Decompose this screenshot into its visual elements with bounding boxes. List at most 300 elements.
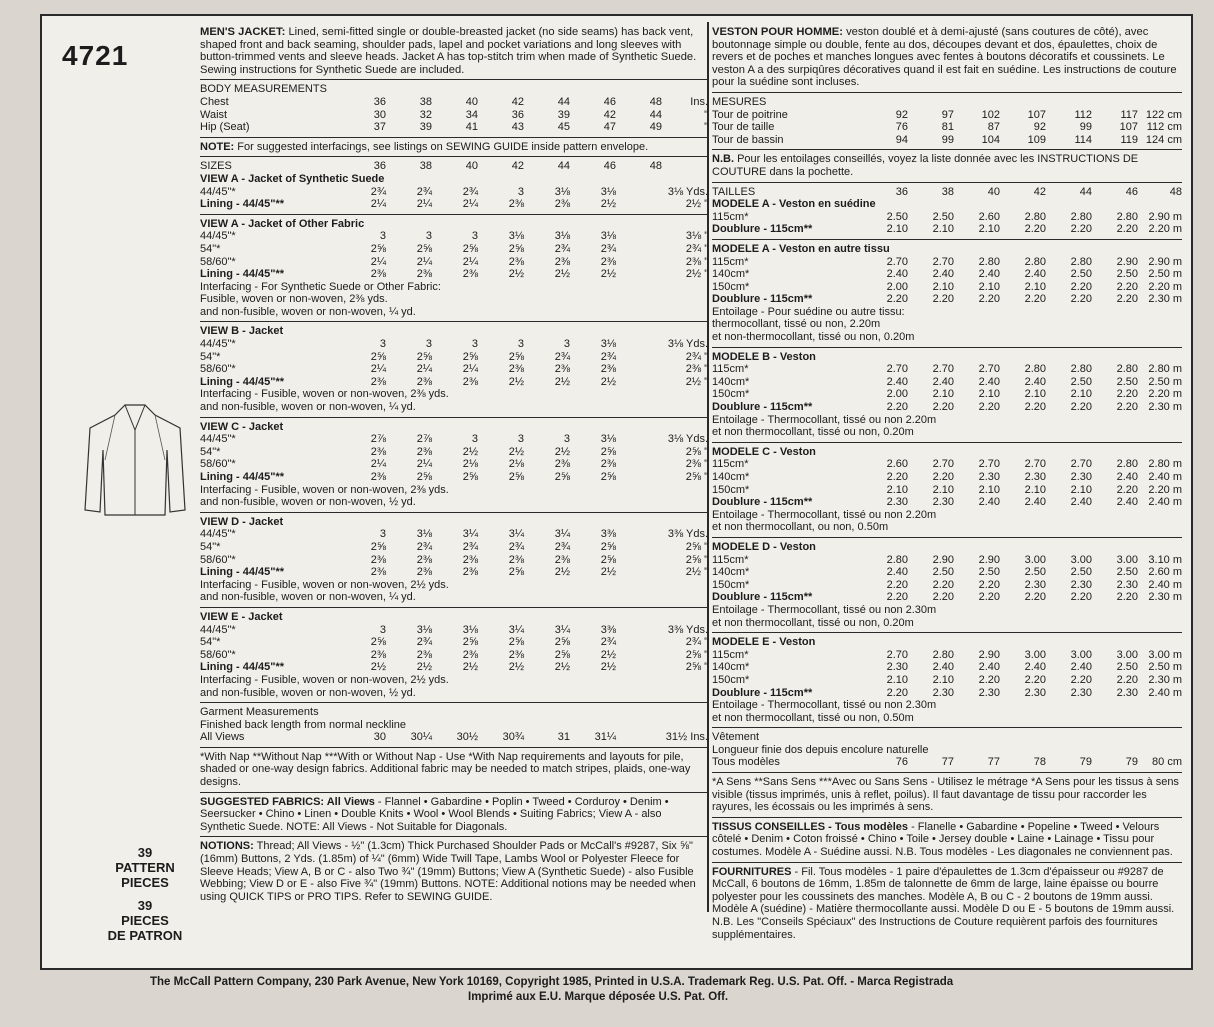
divider	[200, 321, 708, 322]
table-cell: 48	[649, 95, 662, 108]
table-cell: 3⅛ "	[685, 230, 709, 243]
table-cell: 2⅜	[554, 255, 570, 268]
table-cell: 2⅝	[370, 636, 386, 649]
table-cell: 2.40 m	[1148, 686, 1183, 699]
table-cell: 30	[373, 108, 386, 121]
table-cell: 2½	[554, 445, 570, 458]
table-cell: 2.50	[1070, 268, 1092, 281]
table-cell: 2.00	[886, 388, 908, 401]
row-label: 150cm*	[712, 578, 750, 591]
table-cell: 107	[1027, 108, 1046, 121]
divider	[712, 772, 1182, 773]
table-cell: 2.20	[1116, 280, 1138, 293]
table-cell: 44	[1079, 185, 1092, 198]
table-cell: 2⅜	[370, 566, 386, 579]
table-cell: 2.90	[1116, 255, 1138, 268]
table-cell: 2.80	[1116, 210, 1138, 223]
table-cell: 2.20	[1116, 591, 1138, 604]
table-cell: 2⅜ "	[685, 363, 709, 376]
table-cell: 32	[419, 108, 432, 121]
table-cell: 104	[981, 133, 1000, 146]
footer	[150, 975, 1150, 1005]
table-cell: 2.40 m	[1148, 578, 1183, 591]
table-cell: 2.30 m	[1148, 401, 1183, 414]
row-label: 54"*	[200, 242, 221, 255]
table-cell: 2.20	[978, 578, 1000, 591]
table-cell: 42	[511, 160, 524, 173]
row-label: 150cm*	[712, 280, 750, 293]
table-cell: 3⅛	[416, 528, 432, 541]
row-label: VIEW A - Jacket of Other Fabric	[200, 217, 365, 230]
table-cell: 2¼	[416, 255, 432, 268]
table-cell: 2.70	[978, 458, 1000, 471]
table-cell: 2.40	[886, 566, 908, 579]
table-cell: 2.70	[932, 458, 954, 471]
table-cell: 2¾	[600, 350, 616, 363]
row-label: 115cm*	[712, 363, 749, 376]
table-cell: 2½	[554, 375, 570, 388]
table-cell: 3.00	[1070, 553, 1092, 566]
table-cell: 107	[1119, 121, 1138, 134]
mesures-table	[712, 109, 1182, 147]
metrage-row	[712, 554, 1182, 567]
yardage-row	[200, 446, 708, 459]
table-cell: 48	[1169, 185, 1182, 198]
pieces-count-en: 39	[137, 845, 153, 860]
table-cell: 112 cm	[1146, 121, 1182, 134]
yardage-row	[200, 458, 708, 471]
row-label: 140cm*	[712, 661, 750, 674]
yardage-row	[200, 268, 708, 281]
row-label: VIEW E - Jacket	[200, 610, 283, 623]
table-cell: 2.30 m	[1148, 673, 1183, 686]
table-cell: 3.00	[1070, 648, 1092, 661]
row-label: 140cm*	[712, 566, 750, 579]
table-cell: 2.20	[1116, 293, 1138, 306]
table-cell: 2.40	[1024, 268, 1046, 281]
table-cell: 2.20	[1116, 388, 1138, 401]
table-cell: 2⅜	[370, 553, 386, 566]
row-label: Lining - 44/45"**	[200, 566, 285, 579]
table-cell: 2⅜	[370, 268, 386, 281]
table-cell: 2.50	[1070, 375, 1092, 388]
table-cell: 2.20	[1024, 673, 1046, 686]
table-cell: 2.40	[886, 375, 908, 388]
table-cell: 2⅝	[370, 242, 386, 255]
table-cell: 2¾	[416, 636, 432, 649]
modele-title	[712, 446, 1182, 459]
table-cell: 2⅝ "	[685, 471, 709, 483]
row-label: 54"*	[200, 350, 221, 363]
table-cell: 2½	[462, 661, 478, 674]
table-cell: 2½	[416, 661, 432, 674]
yardage-row	[200, 338, 708, 351]
table-cell: 3.00	[1116, 648, 1138, 661]
table-cell: 2.40	[978, 661, 1000, 674]
table-cell: 76	[895, 756, 908, 769]
table-cell: 80 cm	[1152, 756, 1182, 769]
table-cell: 2¼	[416, 198, 432, 211]
table-cell: 2½	[508, 445, 524, 458]
table-cell: 40	[987, 185, 1000, 198]
table-cell: 49	[649, 121, 662, 134]
table-cell: 2⅜	[416, 648, 432, 661]
table-cell: 3⅛	[554, 230, 570, 243]
entoilage-note	[712, 153, 1182, 178]
table-cell: 2.30 m	[1148, 591, 1183, 604]
table-cell: 99	[1079, 121, 1092, 134]
row-label: VIEW D - Jacket	[200, 515, 284, 528]
table-cell: 79	[1079, 756, 1092, 769]
sizes-header	[200, 160, 708, 173]
table-cell: 2.20	[1070, 673, 1092, 686]
table-cell: 2.10	[1070, 483, 1092, 496]
view-title	[200, 516, 708, 529]
table-cell: 2⅝	[508, 350, 524, 363]
row-label: MODELE C - Veston	[712, 445, 816, 458]
row-label: 54"*	[200, 540, 221, 553]
table-cell: 37	[373, 121, 386, 134]
table-cell: 2⅜	[416, 553, 432, 566]
metrage-row	[712, 268, 1182, 281]
table-cell: 2⅜	[508, 198, 524, 211]
table-cell: 2.30	[1024, 686, 1046, 699]
table-cell: 2.50	[932, 210, 954, 223]
table-cell: 2.20	[1070, 293, 1092, 306]
table-cell: 2.20	[932, 401, 954, 414]
metrage-row	[712, 674, 1182, 687]
table-cell: 3.00	[1024, 648, 1046, 661]
divider	[200, 792, 708, 793]
table-cell: 2½ "	[685, 198, 709, 211]
table-cell: 2.10	[932, 483, 954, 496]
table-cell: 2¼	[462, 198, 478, 211]
footer-line-2: Imprimé aux E.U. Marque déposée U.S. Pat. Off.	[468, 991, 729, 1003]
table-cell: 2¾	[554, 242, 570, 255]
table-cell: 2⅜	[508, 363, 524, 376]
row-label: Doublure - 115cm**	[712, 496, 813, 509]
vetement-title: Vêtement	[712, 731, 760, 744]
table-cell: 2½	[508, 268, 524, 281]
table-cell: 2¾ "	[685, 636, 709, 649]
table-cell: 2.20	[886, 401, 908, 414]
interfacing-line: Interfacing - Fusible, woven or non-woven, 2⅜ yds.	[200, 483, 449, 496]
table-cell: 38	[419, 160, 432, 173]
table-cell: 2.50	[932, 566, 954, 579]
table-cell: 2¾	[416, 185, 432, 198]
row-label: Doublure - 115cm**	[712, 223, 813, 236]
table-cell: 2.80	[1024, 363, 1046, 376]
french-title: VESTON POUR HOMME:	[712, 26, 843, 38]
row-label: Doublure - 115cm**	[712, 401, 813, 414]
row-label: 44/45"*	[200, 433, 236, 446]
fournitures	[712, 866, 1182, 942]
row-label: Tour de poitrine	[712, 108, 788, 121]
table-cell: 38	[419, 95, 432, 108]
row-label: MODELE D - Veston	[712, 540, 816, 553]
table-cell: 3⅜ Yds.	[667, 623, 709, 636]
table-cell: 3⅛	[600, 338, 616, 351]
table-cell: 2.50	[978, 566, 1000, 579]
metrage-row	[712, 484, 1182, 497]
table-cell: 34	[465, 108, 478, 121]
table-cell: 42	[1033, 185, 1046, 198]
modele-table	[712, 541, 1182, 604]
pieces-count-fr: 39	[137, 898, 153, 913]
table-cell: 2⅜	[370, 445, 386, 458]
metrage-row	[712, 293, 1182, 306]
table-cell: 2.90	[978, 648, 1000, 661]
table-cell: 109	[1027, 133, 1046, 146]
entoilage-line: Entoilage - Thermocollant, tissé ou non 2.20m	[712, 508, 937, 521]
table-cell: 2⅜ "	[685, 458, 709, 471]
row-label: 44/45"*	[200, 185, 236, 198]
table-cell: 2⅝	[600, 445, 616, 458]
table-cell: 2.10	[978, 223, 1000, 236]
row-label: 150cm*	[712, 673, 750, 686]
table-cell: 2.20	[1116, 223, 1138, 236]
table-cell: 2.20	[1116, 673, 1138, 686]
table-cell: 3	[471, 338, 478, 351]
garment-row	[200, 731, 708, 744]
table-cell: 31	[557, 731, 570, 744]
table-cell: 44	[557, 95, 570, 108]
table-cell: 2⅜	[416, 445, 432, 458]
table-cell: 2.30	[932, 496, 954, 509]
row-label: Lining - 44/45"**	[200, 471, 285, 483]
table-cell: 124 cm	[1145, 133, 1182, 146]
garment-measurements-row	[200, 731, 708, 744]
table-cell: 2¼	[370, 255, 386, 268]
table-cell: 2.40	[1116, 471, 1138, 483]
table-cell: 2⅞	[416, 433, 432, 446]
table-cell: 2.70	[932, 363, 954, 376]
table-cell: 36	[895, 185, 908, 198]
view-table	[200, 516, 708, 579]
french-metrage	[712, 198, 1182, 728]
table-cell: 2.10	[1024, 280, 1046, 293]
table-cell: 2.20	[1116, 401, 1138, 414]
table-cell: 2.20	[1024, 293, 1046, 306]
metrage-row	[712, 579, 1182, 592]
table-cell: 2½	[508, 661, 524, 674]
row-label: Chest	[200, 95, 229, 108]
vetement-row	[712, 756, 1182, 769]
table-cell: 94	[895, 133, 908, 146]
table-cell: 2.20	[978, 673, 1000, 686]
yardage-row	[200, 528, 708, 541]
row-label: 58/60"*	[200, 458, 236, 471]
divider	[712, 149, 1182, 150]
row-label: SIZES	[200, 160, 232, 173]
entoilage-line: et non thermocollant, tissé ou non, 0.20m	[712, 616, 914, 629]
table-cell: 3¼	[462, 528, 478, 541]
divider	[200, 512, 708, 513]
table-cell: 2.80	[886, 553, 908, 566]
table-cell: 31½ Ins.	[665, 731, 708, 744]
interfacing-note	[200, 141, 708, 154]
view-table	[200, 218, 708, 281]
pattern-number: 4721	[62, 40, 129, 71]
row-label: MODELE E - Veston	[712, 636, 816, 649]
table-cell: 2.10	[1070, 388, 1092, 401]
row-label: 54"*	[200, 445, 221, 458]
table-cell: 78	[1033, 756, 1046, 769]
table-cell: 2.30	[1116, 578, 1138, 591]
table-cell: 2½	[554, 566, 570, 579]
modele-title	[712, 636, 1182, 649]
table-cell: 77	[941, 756, 954, 769]
modele-table	[712, 636, 1182, 699]
table-cell: 2.10	[978, 388, 1000, 401]
table-cell: 2⅛	[508, 458, 524, 471]
row-label: VIEW A - Jacket of Synthetic Suede	[200, 172, 385, 185]
yardage-row	[200, 471, 708, 484]
note-text: For suggested interfacings, see listings on SEWING GUIDE inside pattern envelope.	[237, 140, 649, 153]
vetement-sub: Longueur finie dos depuis encolure naturelle	[712, 743, 929, 756]
interfacing-line: Interfacing - Fusible, woven or non-woven, 2½ yds.	[200, 673, 449, 686]
yardage-row	[200, 351, 708, 364]
row-label: 58/60"*	[200, 255, 236, 268]
yardage-row	[200, 566, 708, 579]
pattern-pieces-count	[90, 845, 200, 943]
row-label: Waist	[200, 108, 228, 121]
table-cell: 2⅛	[462, 458, 478, 471]
row-label: Doublure - 115cm**	[712, 591, 813, 604]
divider	[712, 727, 1182, 728]
table-cell: 2.20	[886, 591, 908, 604]
notions-text: Thread; All Views - ½" (1.3cm) Thick Purchased Shoulder Pads or McCall's #9287, Six ⅝" (16mm) Buttons, 2 Yds. (1.85m) of ¼" (6mm) Wide Twill Tape, Lambs Wool or Polyester Fleece for Sleeve Heads; View A, B or C - also Two ¾" (19mm) Buttons; View A (Synthetic Suede) - also Fusible Webbing; View D or E - also Five ¾" (19mm) Buttons. NOTE: Additional notions may be needed when using QUICK TIPS or PRO TIPS. Refer to SEWING GUIDE.	[200, 840, 696, 903]
table-cell: 2⅜	[508, 648, 524, 661]
entoilage-line: Entoilage - Thermocollant, tissé ou non 2.30m	[712, 699, 937, 712]
table-cell: 45	[557, 121, 570, 134]
table-cell: 2.30	[1070, 578, 1092, 591]
table-cell: 2½	[600, 268, 616, 281]
table-cell: 2.50	[886, 210, 908, 223]
row-label: Tour de bassin	[712, 133, 784, 146]
table-cell: 2.30	[1070, 471, 1092, 483]
table-cell: 2.30	[886, 661, 908, 674]
table-cell: 2.30	[978, 471, 1000, 483]
interfacing-line: and non-fusible, woven or non-woven, ¼ yd.	[200, 305, 416, 318]
table-cell: 2.70	[1070, 458, 1092, 471]
table-cell: 3	[563, 433, 570, 446]
divider	[712, 817, 1182, 818]
sens-note: *A Sens **Sans Sens ***Avec ou Sans Sens - Utilisez le métrage *A Sens pour les tissus à sens visible (tissus imprimés, unis à reflet, poilus). Il faut davantage de tissu pour raccorder les rayures, les écossais ou les imprimés à sens.	[712, 776, 1179, 814]
table-cell: 3.00	[1116, 553, 1138, 566]
table-cell: Ins.	[690, 95, 708, 108]
entoilage-line: Entoilage - Thermocollant, tissé ou non 2.20m	[712, 413, 937, 426]
table-cell: 2.50	[1070, 566, 1092, 579]
table-cell: 2.80	[1116, 458, 1138, 471]
table-cell: 2½	[600, 661, 616, 674]
table-cell: 2¾ "	[685, 242, 709, 255]
modele-title	[712, 198, 1182, 211]
table-cell: 2.40	[978, 496, 1000, 509]
table-cell: 3	[563, 338, 570, 351]
interfacing-line: Interfacing - Fusible, woven or non-woven, 2⅜ yds.	[200, 388, 449, 401]
table-cell: 2.30	[1116, 686, 1138, 699]
body-row	[200, 96, 708, 109]
row-label: 44/45"*	[200, 338, 236, 351]
metrage-row	[712, 281, 1182, 294]
row-label: 54"*	[200, 636, 221, 649]
metrage-row	[712, 376, 1182, 389]
divider	[200, 702, 708, 703]
table-cell: 2¼	[370, 198, 386, 211]
table-cell: 81	[941, 121, 954, 134]
table-cell: 2.20	[978, 591, 1000, 604]
row-label: Doublure - 115cm**	[712, 293, 813, 306]
row-label: VIEW C - Jacket	[200, 420, 284, 433]
table-cell: 2.40	[978, 375, 1000, 388]
table-cell: 2.50 m	[1148, 661, 1183, 674]
french-desc-text: veston doublé et à demi-ajusté (sans coutures de côté), avec boutonnage simple ou double, fente au dos, découpes devant et dos, épaulettes, choix de revers et de poches et manches longues avec fentes à boutons décoratifs et coussinets. Le veston A a des surpiqûres décoratives quand il est fait en suédine. Les instructions de couture pour la suédine sont incluses.	[712, 26, 1177, 89]
table-cell: 2.30	[1070, 686, 1092, 699]
table-cell: 2⅝ "	[685, 540, 709, 553]
table-cell: 92	[1033, 121, 1046, 134]
table-cell: 3¼	[508, 528, 524, 541]
yardage-row	[200, 186, 708, 199]
fabrics-text: - Flannel • Gabardine • Poplin • Tweed • Corduroy • Denim • Seersucker • Chino • Linen • Double Knits • Wool • Wool Blends • Suiting Fabrics; View A - also Synthetic Suede. NOTE: All Views - Not Suitable for Diagonals.	[200, 795, 669, 833]
table-cell: 2.30	[1024, 471, 1046, 483]
table-cell: 2¾	[554, 540, 570, 553]
row-label: 44/45"*	[200, 230, 236, 243]
pieces-label-fr-2: DE PATRON	[107, 928, 183, 943]
note-label-fr: N.B.	[712, 153, 734, 166]
table-cell: 2½	[600, 375, 616, 388]
view-title	[200, 173, 708, 186]
divider	[712, 92, 1182, 93]
table-cell: 2¾	[462, 185, 478, 198]
metrage-row	[712, 591, 1182, 604]
table-cell: 2⅜	[554, 553, 570, 566]
table-cell: 3⅛ Yds.	[667, 338, 709, 351]
modele-table	[712, 446, 1182, 509]
metrage-row	[712, 256, 1182, 269]
table-cell: 102	[981, 108, 1000, 121]
modele-title	[712, 351, 1182, 364]
table-cell: 46	[603, 95, 616, 108]
yardage-row	[200, 363, 708, 376]
row-label: All Views	[200, 731, 245, 744]
table-cell: 2.20	[1024, 401, 1046, 414]
table-cell: 3	[379, 338, 386, 351]
divider	[200, 137, 708, 138]
table-cell: 2.80	[932, 648, 954, 661]
body-measurements-table	[200, 96, 708, 134]
nap-note: *With Nap **Without Nap ***With or Without Nap - Use *With Nap requirements and layouts for pile, shaded or one-way design fabrics. Additional fabric may be needed to match stripes, plaids, one-way designs.	[200, 750, 691, 789]
table-cell: 2⅝	[508, 566, 524, 579]
table-cell: 2⅝	[416, 471, 432, 483]
table-cell: 92	[895, 108, 908, 121]
table-cell: 2½	[600, 198, 616, 211]
modele-table	[712, 198, 1182, 236]
view-table	[200, 325, 708, 388]
table-cell: 2.80	[1024, 255, 1046, 268]
divider	[712, 632, 1182, 633]
french-column	[712, 26, 1182, 941]
table-cell: 2½ "	[685, 375, 709, 388]
table-cell: 3¼	[508, 623, 524, 636]
table-cell: 76	[895, 121, 908, 134]
table-cell: 2.80	[978, 255, 1000, 268]
table-cell: 3⅛	[554, 185, 570, 198]
table-cell: 2.20	[886, 686, 908, 699]
table-cell: 39	[419, 121, 432, 134]
table-cell: 2.90 m	[1148, 210, 1183, 223]
table-cell: 2⅜ "	[685, 255, 709, 268]
